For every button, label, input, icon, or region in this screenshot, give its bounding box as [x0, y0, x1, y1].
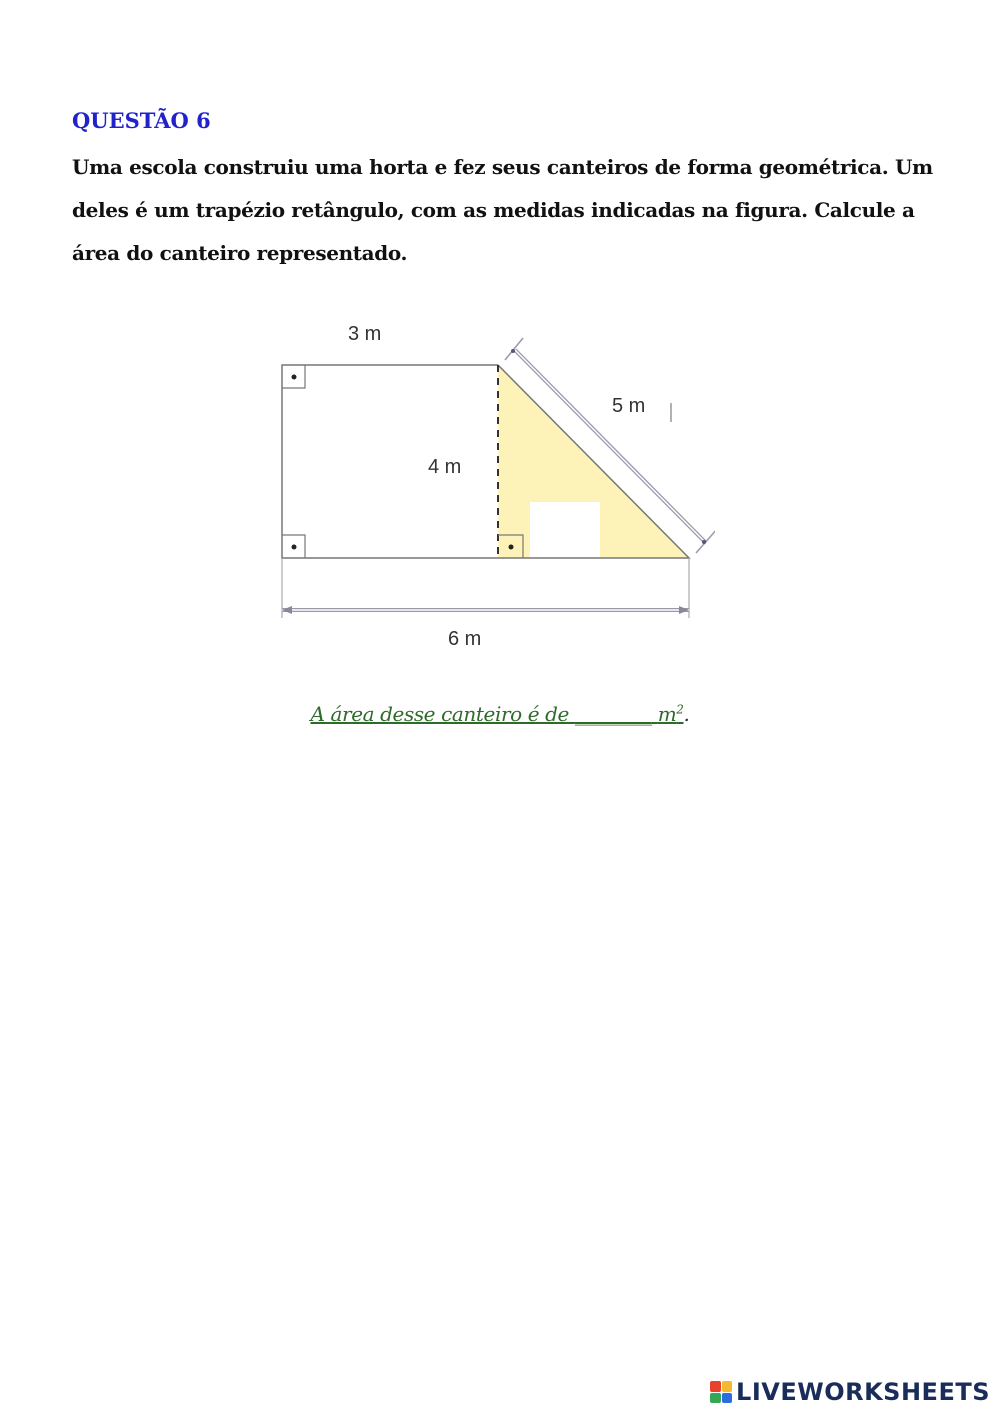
answer-suffix: .: [683, 702, 690, 726]
right-angle-marker-bottom-left: [282, 535, 305, 558]
label-slant-5m: 5 m: [612, 395, 646, 417]
answer-unit-exponent: 2: [676, 702, 684, 717]
trapezoid-diagram: [255, 280, 715, 690]
bottom-dimension: [282, 558, 689, 618]
logo-square-green: [710, 1393, 721, 1404]
answer-blank[interactable]: ________: [574, 702, 652, 726]
label-top-3m: 3 m: [348, 323, 382, 345]
question-text: Uma escola construiu uma horta e fez seus canteiros de forma geométrica. Um deles é um trapézio retângulo, com as medidas indicadas na figura. Calcule a área do canteiro representado.: [72, 155, 933, 265]
answer-unit: [652, 702, 684, 726]
trapezoid-figure: [255, 280, 715, 690]
answer-prefix: A área desse canteiro é de: [310, 702, 575, 726]
answer-unit-text: m: [657, 702, 677, 726]
liveworksheets-logo: [710, 1378, 990, 1406]
white-box: [530, 502, 600, 558]
right-angle-marker-top-left: [282, 365, 305, 388]
label-bottom-6m: 6 m: [448, 628, 482, 650]
question-title: QUESTÃO 6: [72, 108, 211, 133]
answer-sentence: [0, 702, 1000, 726]
logo-text: LIVEWORKSHEETS: [736, 1378, 990, 1406]
logo-mark-icon: [710, 1381, 732, 1403]
label-height-4m: 4 m: [428, 456, 462, 478]
logo-square-blue: [722, 1393, 733, 1404]
logo-square-yellow: [722, 1381, 733, 1392]
logo-square-red: [710, 1381, 721, 1392]
